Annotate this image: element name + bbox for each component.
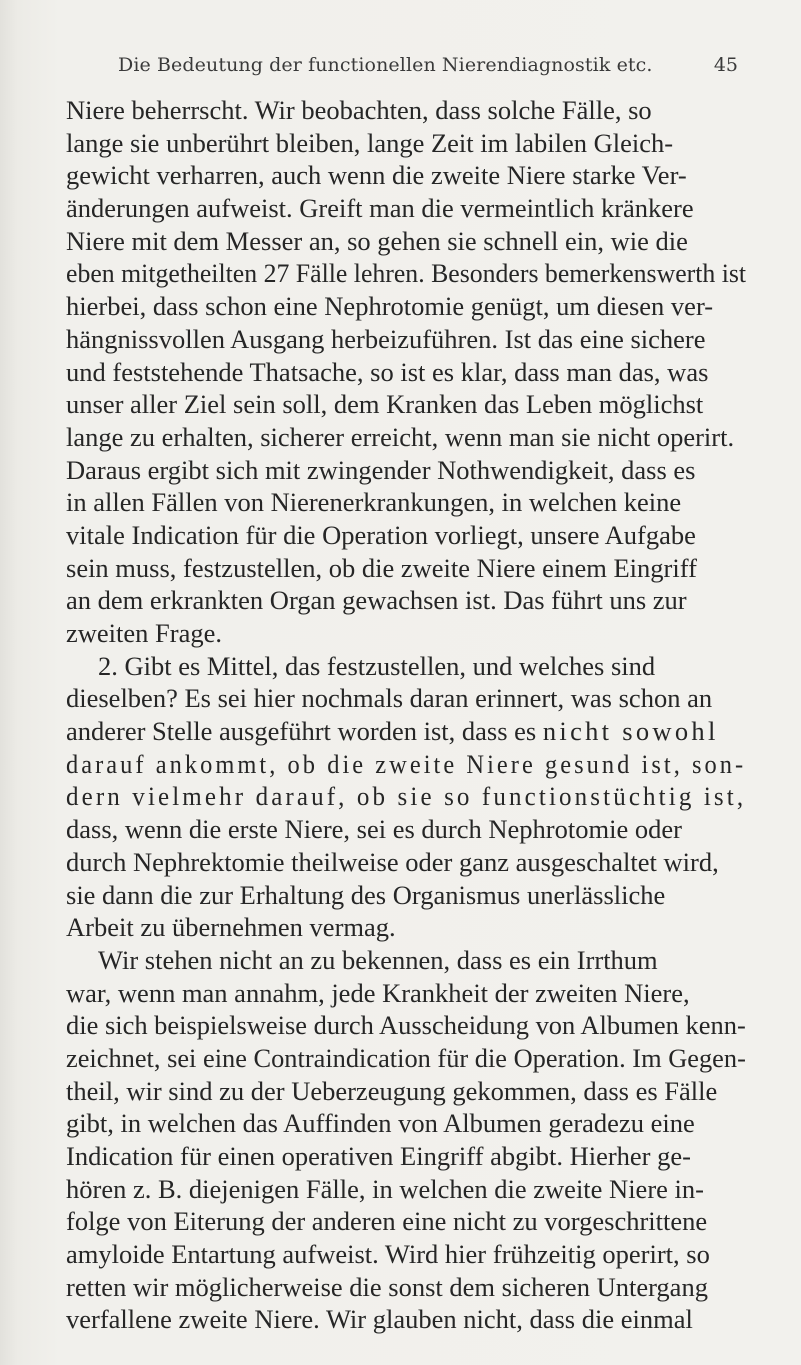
- text-line: Indication für einen operativen Eingriff abgibt. Hierher ge-: [66, 1141, 691, 1171]
- text-line: vitale Indication für die Operation vorliegt, unsere Aufgabe: [66, 519, 696, 550]
- text-line: Wir stehen nicht an zu bekennen, dass es ein Irrthum: [98, 944, 658, 975]
- text-line: war, wenn man annahm, jede Krankheit der zweiten Niere,: [66, 977, 690, 1008]
- page-number: 45: [713, 54, 738, 76]
- text-line: dieselben? Es sei hier nochmals daran erinnert, was schon an: [66, 683, 713, 714]
- text-line: und feststehende Thatsache, so ist es klar, dass man das, was: [66, 356, 709, 387]
- text-line: sein muss, festzustellen, ob die zweite Niere einem Eingriff: [66, 552, 697, 583]
- text-line: lange sie unberührt bleiben, lange Zeit im labilen Gleich-: [66, 127, 674, 158]
- text-line: an dem erkrankten Organ gewachsen ist. Das führt uns zur: [66, 585, 687, 616]
- text-line: gewicht verharren, auch wenn die zweite Niere starke Ver-: [66, 160, 687, 191]
- text-line: darauf ankommt, ob die zweite Niere gesund ist, son-: [66, 748, 747, 779]
- text-line: folge von Eiterung der anderen eine nicht zu vorgeschrittene: [66, 1206, 708, 1237]
- running-head: Die Bedeutung der functionellen Nierendiagnostik etc.: [118, 54, 653, 76]
- text-line: amyloide Entartung aufweist. Wird hier frühzeitig operirt, so: [66, 1239, 710, 1270]
- text-line: hören z. B. diejenigen Fälle, in welchen die zweite Niere in-: [66, 1173, 704, 1204]
- text-line: 2. Gibt es Mittel, das festzustellen, und welches sind: [98, 650, 656, 681]
- text-line: theil, wir sind zu der Ueberzeugung gekommen, dass es Fälle: [66, 1075, 718, 1106]
- text-line: unser aller Ziel sein soll, dem Kranken das Leben möglichst: [66, 389, 704, 420]
- text-line: gibt, in welchen das Auffinden von Albumen geradezu eine: [66, 1108, 695, 1139]
- text-line: durch Nephrektomie theilweise oder ganz ausgeschaltet wird,: [66, 846, 719, 877]
- text-line: hängnissvollen Ausgang herbeizuführen. Ist das eine sichere: [66, 323, 706, 354]
- text-line: zweiten Frage.: [66, 618, 222, 648]
- text-line: verfallene zweite Niere. Wir glauben nicht, dass die einmal: [66, 1304, 693, 1335]
- text-line: retten wir möglicherweise die sonst dem sicheren Untergang: [66, 1271, 708, 1302]
- body-text: [66, 94, 746, 1336]
- text-line: Arbeit zu übernehmen vermag.: [66, 912, 396, 943]
- text-line: Daraus ergibt sich mit zwingender Nothwendigkeit, dass es: [66, 454, 696, 485]
- text-line: in allen Fällen von Nierenerkrankungen, in welchen keine: [66, 487, 682, 518]
- text-line: hierbei, dass schon eine Nephrotomie genügt, um diesen ver-: [66, 291, 714, 322]
- page-header: [118, 54, 738, 82]
- text-line: dern vielmehr darauf, ob sie so functionstüchtig ist,: [66, 781, 747, 812]
- text-line: Niere mit dem Messer an, so gehen sie schnell ein, wie die: [66, 225, 688, 256]
- text-line: sie dann die zur Erhaltung des Organismus unerlässliche: [66, 879, 666, 910]
- text-line: anderer Stelle ausgeführt worden ist, dass es nicht sowohl: [66, 716, 719, 747]
- text-line: die sich beispielsweise durch Ausscheidung von Albumen kenn-: [66, 1010, 746, 1041]
- text-line: lange zu erhalten, sicherer erreicht, wenn man sie nicht operirt.: [66, 421, 735, 452]
- text-line: zeichnet, sei eine Contraindication für die Operation. Im Gegen-: [66, 1042, 746, 1073]
- text-line: Niere beherrscht. Wir beobachten, dass solche Fälle, so: [66, 95, 652, 125]
- text-line: änderungen aufweist. Greift man die vermeintlich kränkere: [66, 193, 694, 224]
- text-line: eben mitgetheilten 27 Fälle lehren. Besonders bemerkenswerth ist: [66, 258, 747, 289]
- text-line: dass, wenn die erste Niere, sei es durch Nephrotomie oder: [66, 814, 682, 845]
